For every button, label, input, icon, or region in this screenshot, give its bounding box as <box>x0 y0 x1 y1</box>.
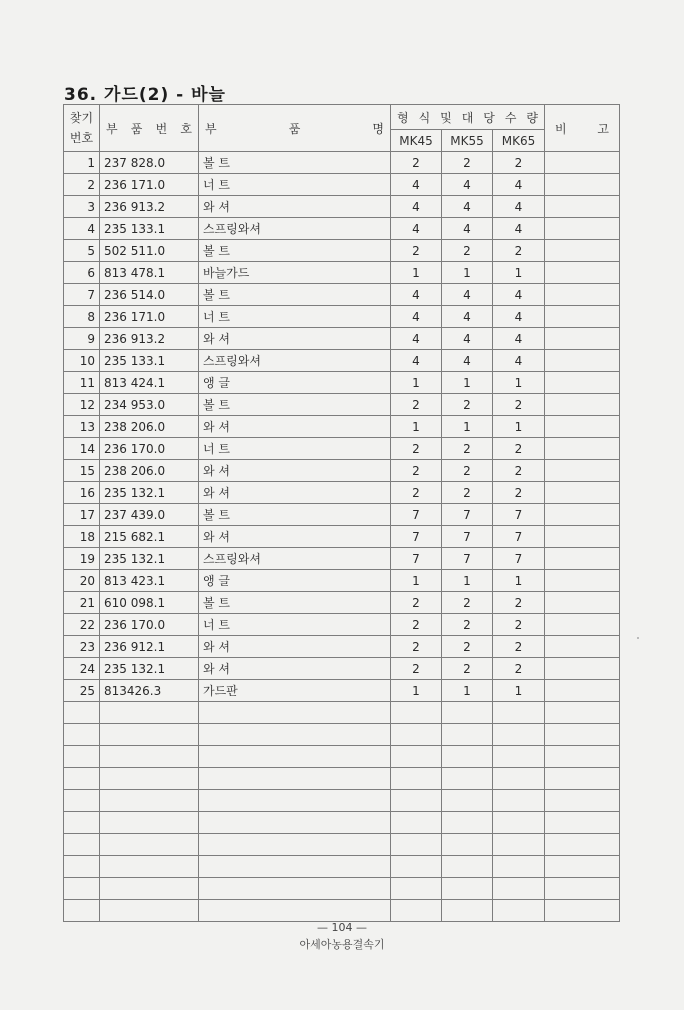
qty-mk55-cell: 4 <box>442 284 493 306</box>
qty-mk55-cell: 4 <box>442 174 493 196</box>
empty-cell <box>391 856 442 878</box>
empty-cell <box>442 746 493 768</box>
header-part-name-mid: 품 <box>288 121 301 136</box>
qty-mk65-cell: 7 <box>493 526 545 548</box>
part-name-cell: 볼 트 <box>199 394 391 416</box>
part-no-cell: 813 424.1 <box>100 372 199 394</box>
find-no-cell: 20 <box>64 570 100 592</box>
find-no-cell: 9 <box>64 328 100 350</box>
empty-row <box>64 878 620 900</box>
empty-cell <box>391 768 442 790</box>
qty-mk65-cell: 2 <box>493 592 545 614</box>
part-name-cell: 와 셔 <box>199 460 391 482</box>
qty-mk65-cell: 4 <box>493 350 545 372</box>
find-no-cell: 25 <box>64 680 100 702</box>
table-row <box>64 658 620 680</box>
remark-cell <box>545 482 620 504</box>
table-row <box>64 196 620 218</box>
part-name-cell: 와 셔 <box>199 482 391 504</box>
header-model-mk55: MK55 <box>442 130 493 152</box>
qty-mk65-cell: 1 <box>493 262 545 284</box>
part-name-cell: 가드판 <box>199 680 391 702</box>
qty-mk55-cell: 7 <box>442 548 493 570</box>
qty-mk65-cell: 4 <box>493 218 545 240</box>
part-no-cell: 235 132.1 <box>100 482 199 504</box>
empty-cell <box>64 768 100 790</box>
empty-cell <box>493 812 545 834</box>
part-no-cell: 236 514.0 <box>100 284 199 306</box>
empty-row <box>64 768 620 790</box>
empty-cell <box>64 878 100 900</box>
header-find-no: 찾기 번호 <box>64 105 100 152</box>
empty-cell <box>545 746 620 768</box>
table-row <box>64 438 620 460</box>
empty-cell <box>100 746 199 768</box>
remark-cell <box>545 152 620 174</box>
part-name-cell: 와 셔 <box>199 526 391 548</box>
empty-cell <box>442 900 493 922</box>
remark-cell <box>545 504 620 526</box>
empty-cell <box>493 900 545 922</box>
find-no-cell: 16 <box>64 482 100 504</box>
empty-cell <box>64 746 100 768</box>
qty-mk65-cell: 2 <box>493 482 545 504</box>
empty-cell <box>391 834 442 856</box>
find-no-cell: 4 <box>64 218 100 240</box>
empty-cell <box>391 812 442 834</box>
part-no-cell: 813 423.1 <box>100 570 199 592</box>
qty-mk45-cell: 1 <box>391 416 442 438</box>
empty-cell <box>493 834 545 856</box>
empty-cell <box>442 702 493 724</box>
qty-mk65-cell: 2 <box>493 394 545 416</box>
table-row <box>64 350 620 372</box>
qty-mk45-cell: 4 <box>391 350 442 372</box>
table-row <box>64 416 620 438</box>
page-number: — 104 — <box>317 921 367 934</box>
qty-mk55-cell: 1 <box>442 680 493 702</box>
empty-row <box>64 900 620 922</box>
table-row <box>64 328 620 350</box>
qty-mk45-cell: 4 <box>391 306 442 328</box>
find-no-cell: 12 <box>64 394 100 416</box>
remark-cell <box>545 328 620 350</box>
qty-mk65-cell: 4 <box>493 284 545 306</box>
empty-cell <box>493 768 545 790</box>
find-no-cell: 18 <box>64 526 100 548</box>
table-row <box>64 548 620 570</box>
part-name-cell: 볼 트 <box>199 504 391 526</box>
part-name-cell: 볼 트 <box>199 592 391 614</box>
table-row <box>64 460 620 482</box>
qty-mk45-cell: 1 <box>391 372 442 394</box>
company-name: 아세아농용결속기 <box>299 938 385 951</box>
empty-cell <box>100 878 199 900</box>
qty-mk45-cell: 2 <box>391 460 442 482</box>
qty-mk65-cell: 7 <box>493 548 545 570</box>
empty-cell <box>199 834 391 856</box>
empty-cell <box>199 702 391 724</box>
find-no-cell: 2 <box>64 174 100 196</box>
empty-row <box>64 790 620 812</box>
part-no-cell: 813 478.1 <box>100 262 199 284</box>
empty-row <box>64 702 620 724</box>
qty-mk55-cell: 4 <box>442 218 493 240</box>
qty-mk45-cell: 2 <box>391 658 442 680</box>
qty-mk65-cell: 1 <box>493 416 545 438</box>
empty-row <box>64 724 620 746</box>
remark-cell <box>545 592 620 614</box>
qty-mk65-cell: 1 <box>493 570 545 592</box>
find-no-cell: 15 <box>64 460 100 482</box>
part-no-cell: 235 132.1 <box>100 548 199 570</box>
empty-cell <box>442 834 493 856</box>
table-row <box>64 306 620 328</box>
part-no-cell: 610 098.1 <box>100 592 199 614</box>
qty-mk65-cell: 2 <box>493 460 545 482</box>
qty-mk45-cell: 4 <box>391 196 442 218</box>
qty-mk55-cell: 4 <box>442 328 493 350</box>
empty-row <box>64 746 620 768</box>
part-name-cell: 와 셔 <box>199 416 391 438</box>
table-body <box>64 152 620 922</box>
qty-mk55-cell: 2 <box>442 152 493 174</box>
table-row <box>64 218 620 240</box>
header-qty-group: 형 식 및 대 당 수 량 <box>391 105 545 130</box>
qty-mk55-cell: 2 <box>442 482 493 504</box>
find-no-cell: 3 <box>64 196 100 218</box>
find-no-cell: 22 <box>64 614 100 636</box>
empty-cell <box>545 834 620 856</box>
part-no-cell: 236 171.0 <box>100 306 199 328</box>
qty-mk55-cell: 1 <box>442 416 493 438</box>
empty-cell <box>545 724 620 746</box>
empty-cell <box>64 834 100 856</box>
empty-cell <box>442 768 493 790</box>
part-no-cell: 235 132.1 <box>100 658 199 680</box>
table-row <box>64 152 620 174</box>
page-title: 36. 가드(2) - 바늘 <box>64 85 226 105</box>
remark-cell <box>545 614 620 636</box>
empty-cell <box>391 878 442 900</box>
empty-cell <box>64 856 100 878</box>
empty-cell <box>64 900 100 922</box>
qty-mk45-cell: 1 <box>391 262 442 284</box>
qty-mk45-cell: 2 <box>391 636 442 658</box>
empty-cell <box>493 746 545 768</box>
qty-mk65-cell: 1 <box>493 680 545 702</box>
empty-cell <box>391 746 442 768</box>
remark-cell <box>545 262 620 284</box>
remark-cell <box>545 636 620 658</box>
empty-cell <box>100 702 199 724</box>
empty-cell <box>391 790 442 812</box>
part-no-cell: 236 170.0 <box>100 614 199 636</box>
table-row <box>64 240 620 262</box>
find-no-cell: 6 <box>64 262 100 284</box>
empty-cell <box>391 900 442 922</box>
table-row <box>64 526 620 548</box>
qty-mk45-cell: 4 <box>391 218 442 240</box>
empty-cell <box>100 768 199 790</box>
qty-mk45-cell: 1 <box>391 680 442 702</box>
empty-cell <box>493 702 545 724</box>
qty-mk45-cell: 2 <box>391 394 442 416</box>
table-row <box>64 592 620 614</box>
remark-cell <box>545 196 620 218</box>
table-row <box>64 174 620 196</box>
empty-cell <box>100 724 199 746</box>
empty-cell <box>199 768 391 790</box>
part-name-cell: 스프링와셔 <box>199 350 391 372</box>
qty-mk45-cell: 4 <box>391 284 442 306</box>
qty-mk55-cell: 2 <box>442 240 493 262</box>
header-model-mk45: MK45 <box>391 130 442 152</box>
empty-cell <box>493 856 545 878</box>
qty-mk55-cell: 2 <box>442 636 493 658</box>
table-header <box>64 105 620 152</box>
part-name-cell: 스프링와셔 <box>199 218 391 240</box>
find-no-cell: 10 <box>64 350 100 372</box>
empty-cell <box>545 702 620 724</box>
table-row <box>64 570 620 592</box>
part-name-cell: 와 셔 <box>199 196 391 218</box>
qty-mk55-cell: 2 <box>442 394 493 416</box>
remark-cell <box>545 240 620 262</box>
qty-mk45-cell: 2 <box>391 614 442 636</box>
remark-cell <box>545 284 620 306</box>
qty-mk55-cell: 1 <box>442 570 493 592</box>
empty-cell <box>199 900 391 922</box>
remark-cell <box>545 416 620 438</box>
part-name-cell: 너 트 <box>199 438 391 460</box>
remark-cell <box>545 526 620 548</box>
qty-mk45-cell: 7 <box>391 526 442 548</box>
remark-cell <box>545 680 620 702</box>
empty-row <box>64 812 620 834</box>
empty-row <box>64 834 620 856</box>
qty-mk45-cell: 2 <box>391 438 442 460</box>
part-name-cell: 볼 트 <box>199 240 391 262</box>
part-name-cell: 와 셔 <box>199 328 391 350</box>
qty-mk55-cell: 2 <box>442 658 493 680</box>
find-no-cell: 11 <box>64 372 100 394</box>
part-no-cell: 235 133.1 <box>100 350 199 372</box>
qty-mk65-cell: 2 <box>493 240 545 262</box>
empty-row <box>64 856 620 878</box>
header-model-mk65: MK65 <box>493 130 545 152</box>
table-row <box>64 614 620 636</box>
table-row <box>64 372 620 394</box>
qty-mk55-cell: 1 <box>442 262 493 284</box>
find-no-cell: 1 <box>64 152 100 174</box>
qty-mk45-cell: 7 <box>391 548 442 570</box>
empty-cell <box>199 746 391 768</box>
qty-mk45-cell: 7 <box>391 504 442 526</box>
empty-cell <box>100 900 199 922</box>
empty-cell <box>545 878 620 900</box>
qty-mk65-cell: 2 <box>493 658 545 680</box>
remark-cell <box>545 570 620 592</box>
part-name-cell: 앵 글 <box>199 372 391 394</box>
part-no-cell: 236 912.1 <box>100 636 199 658</box>
qty-mk45-cell: 4 <box>391 174 442 196</box>
table-row <box>64 636 620 658</box>
table-row <box>64 284 620 306</box>
remark-cell <box>545 372 620 394</box>
qty-mk65-cell: 1 <box>493 372 545 394</box>
remark-cell <box>545 350 620 372</box>
part-name-cell: 너 트 <box>199 306 391 328</box>
part-name-cell: 볼 트 <box>199 284 391 306</box>
part-name-cell: 앵 글 <box>199 570 391 592</box>
empty-cell <box>100 856 199 878</box>
qty-mk65-cell: 4 <box>493 174 545 196</box>
part-no-cell: 813426.3 <box>100 680 199 702</box>
qty-mk65-cell: 2 <box>493 438 545 460</box>
empty-cell <box>64 724 100 746</box>
part-name-cell: 너 트 <box>199 174 391 196</box>
qty-mk55-cell: 2 <box>442 460 493 482</box>
qty-mk55-cell: 2 <box>442 438 493 460</box>
empty-cell <box>545 790 620 812</box>
find-no-cell: 7 <box>64 284 100 306</box>
header-part-name-right: 명 <box>372 121 384 136</box>
remark-cell <box>545 438 620 460</box>
qty-mk55-cell: 7 <box>442 526 493 548</box>
empty-cell <box>391 724 442 746</box>
empty-cell <box>442 812 493 834</box>
part-name-cell: 바늘가드 <box>199 262 391 284</box>
qty-mk45-cell: 2 <box>391 592 442 614</box>
qty-mk45-cell: 2 <box>391 240 442 262</box>
header-part-name-left: 부 <box>205 121 217 136</box>
find-no-cell: 24 <box>64 658 100 680</box>
find-no-cell: 21 <box>64 592 100 614</box>
header-part-name <box>199 105 391 152</box>
scan-speck <box>637 637 639 639</box>
part-no-cell: 235 133.1 <box>100 218 199 240</box>
part-no-cell: 236 171.0 <box>100 174 199 196</box>
empty-cell <box>545 768 620 790</box>
table-row <box>64 680 620 702</box>
parts-table <box>63 104 620 922</box>
empty-cell <box>442 724 493 746</box>
qty-mk65-cell: 2 <box>493 614 545 636</box>
remark-cell <box>545 174 620 196</box>
empty-cell <box>64 812 100 834</box>
table-row <box>64 262 620 284</box>
empty-cell <box>493 878 545 900</box>
part-name-cell: 와 셔 <box>199 658 391 680</box>
find-no-cell: 13 <box>64 416 100 438</box>
find-no-cell: 17 <box>64 504 100 526</box>
empty-cell <box>64 702 100 724</box>
find-no-cell: 23 <box>64 636 100 658</box>
part-no-cell: 236 913.2 <box>100 196 199 218</box>
empty-cell <box>199 812 391 834</box>
part-name-cell: 와 셔 <box>199 636 391 658</box>
qty-mk45-cell: 4 <box>391 328 442 350</box>
header-remark: 비 고 <box>545 105 620 152</box>
qty-mk65-cell: 4 <box>493 306 545 328</box>
qty-mk55-cell: 1 <box>442 372 493 394</box>
empty-cell <box>493 724 545 746</box>
part-no-cell: 237 439.0 <box>100 504 199 526</box>
qty-mk55-cell: 4 <box>442 350 493 372</box>
empty-cell <box>100 790 199 812</box>
empty-cell <box>493 790 545 812</box>
qty-mk55-cell: 2 <box>442 592 493 614</box>
part-no-cell: 502 511.0 <box>100 240 199 262</box>
qty-mk55-cell: 4 <box>442 306 493 328</box>
qty-mk65-cell: 2 <box>493 636 545 658</box>
part-name-cell: 볼 트 <box>199 152 391 174</box>
header-part-no: 부 품 번 호 <box>100 105 199 152</box>
part-no-cell: 238 206.0 <box>100 416 199 438</box>
qty-mk45-cell: 1 <box>391 570 442 592</box>
qty-mk65-cell: 4 <box>493 328 545 350</box>
qty-mk45-cell: 2 <box>391 482 442 504</box>
empty-cell <box>199 856 391 878</box>
part-no-cell: 234 953.0 <box>100 394 199 416</box>
qty-mk45-cell: 2 <box>391 152 442 174</box>
empty-cell <box>199 790 391 812</box>
part-name-cell: 너 트 <box>199 614 391 636</box>
find-no-cell: 8 <box>64 306 100 328</box>
remark-cell <box>545 460 620 482</box>
remark-cell <box>545 394 620 416</box>
part-no-cell: 237 828.0 <box>100 152 199 174</box>
empty-cell <box>545 900 620 922</box>
empty-cell <box>64 790 100 812</box>
part-no-cell: 215 682.1 <box>100 526 199 548</box>
empty-cell <box>545 856 620 878</box>
empty-cell <box>442 790 493 812</box>
empty-cell <box>199 724 391 746</box>
table-row <box>64 504 620 526</box>
remark-cell <box>545 218 620 240</box>
empty-cell <box>545 812 620 834</box>
table-row <box>64 394 620 416</box>
remark-cell <box>545 658 620 680</box>
find-no-cell: 19 <box>64 548 100 570</box>
remark-cell <box>545 548 620 570</box>
empty-cell <box>442 878 493 900</box>
qty-mk55-cell: 7 <box>442 504 493 526</box>
find-no-cell: 5 <box>64 240 100 262</box>
empty-cell <box>100 834 199 856</box>
part-name-cell: 스프링와셔 <box>199 548 391 570</box>
part-no-cell: 236 170.0 <box>100 438 199 460</box>
empty-cell <box>391 702 442 724</box>
find-no-cell: 14 <box>64 438 100 460</box>
part-no-cell: 238 206.0 <box>100 460 199 482</box>
remark-cell <box>545 306 620 328</box>
qty-mk55-cell: 4 <box>442 196 493 218</box>
empty-cell <box>442 856 493 878</box>
table-row <box>64 482 620 504</box>
empty-cell <box>199 878 391 900</box>
qty-mk65-cell: 7 <box>493 504 545 526</box>
qty-mk55-cell: 2 <box>442 614 493 636</box>
part-no-cell: 236 913.2 <box>100 328 199 350</box>
empty-cell <box>100 812 199 834</box>
qty-mk65-cell: 2 <box>493 152 545 174</box>
qty-mk65-cell: 4 <box>493 196 545 218</box>
